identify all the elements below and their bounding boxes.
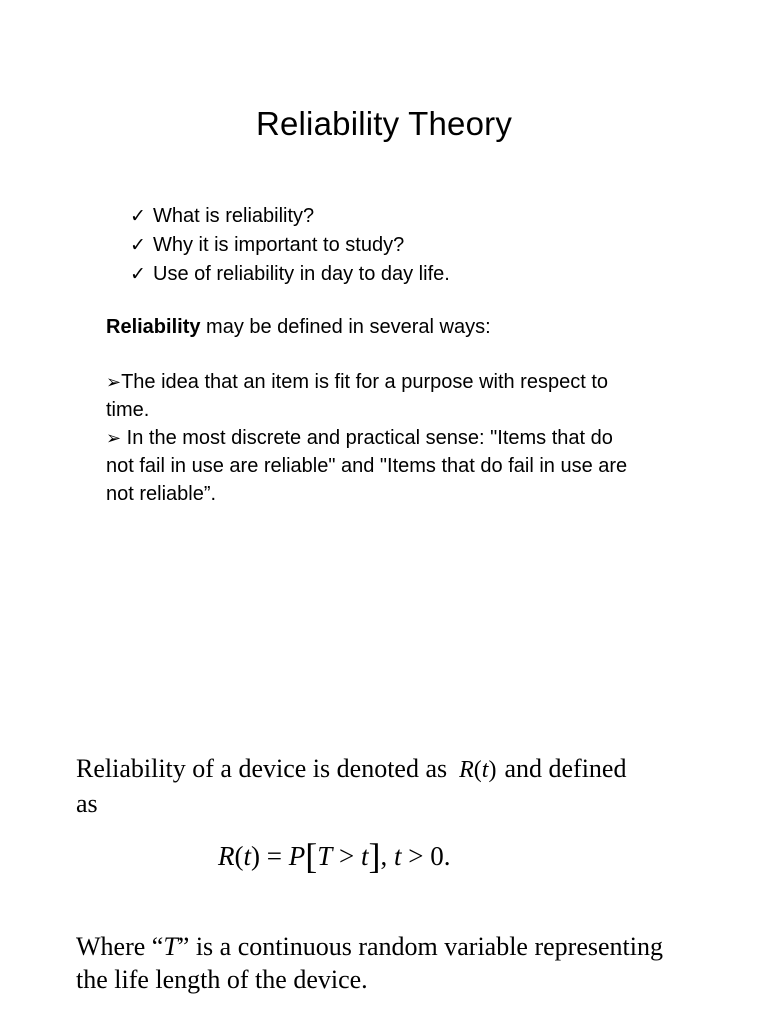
- inline-math-r-of-t: R(t): [459, 757, 497, 783]
- checklist-item: ✓ Why it is important to study?: [130, 231, 450, 260]
- arrow-bullet-icon: ➢: [106, 428, 122, 448]
- checkmark-icon: ✓: [130, 206, 146, 227]
- bullet-item: ➢ In the most discrete and practical sense: "Items that do not fail in use are reliable" and "Items that do fail in use are not reliable”.: [106, 427, 628, 505]
- random-variable-description: Where “T” is a continuous random variable representing the life length of the device.: [76, 932, 663, 994]
- reliability-function-intro: Reliability of a device is denoted as R(t) and defined as: [76, 754, 627, 818]
- page-title: Reliability Theory: [255, 105, 513, 142]
- checklist-item: ✓ Use of reliability in day to day life.: [130, 260, 450, 289]
- checklist-item: ✓ What is reliability?: [130, 202, 450, 231]
- arrow-bullet-icon: ➢: [106, 372, 122, 392]
- checkmark-icon: ✓: [130, 264, 146, 285]
- definition-term: Reliability: [106, 316, 201, 338]
- reliability-equation: R(t) = P[T > t], t > 0.: [218, 836, 451, 876]
- definition-intro: [106, 313, 491, 341]
- definition-rest: may be defined in several ways:: [200, 316, 491, 338]
- checkmark-icon: ✓: [130, 235, 146, 256]
- question-checklist: [130, 202, 450, 289]
- definition-bullets: [106, 368, 646, 508]
- bullet-item: ➢The idea that an item is fit for a purpose with respect to time.: [106, 371, 609, 421]
